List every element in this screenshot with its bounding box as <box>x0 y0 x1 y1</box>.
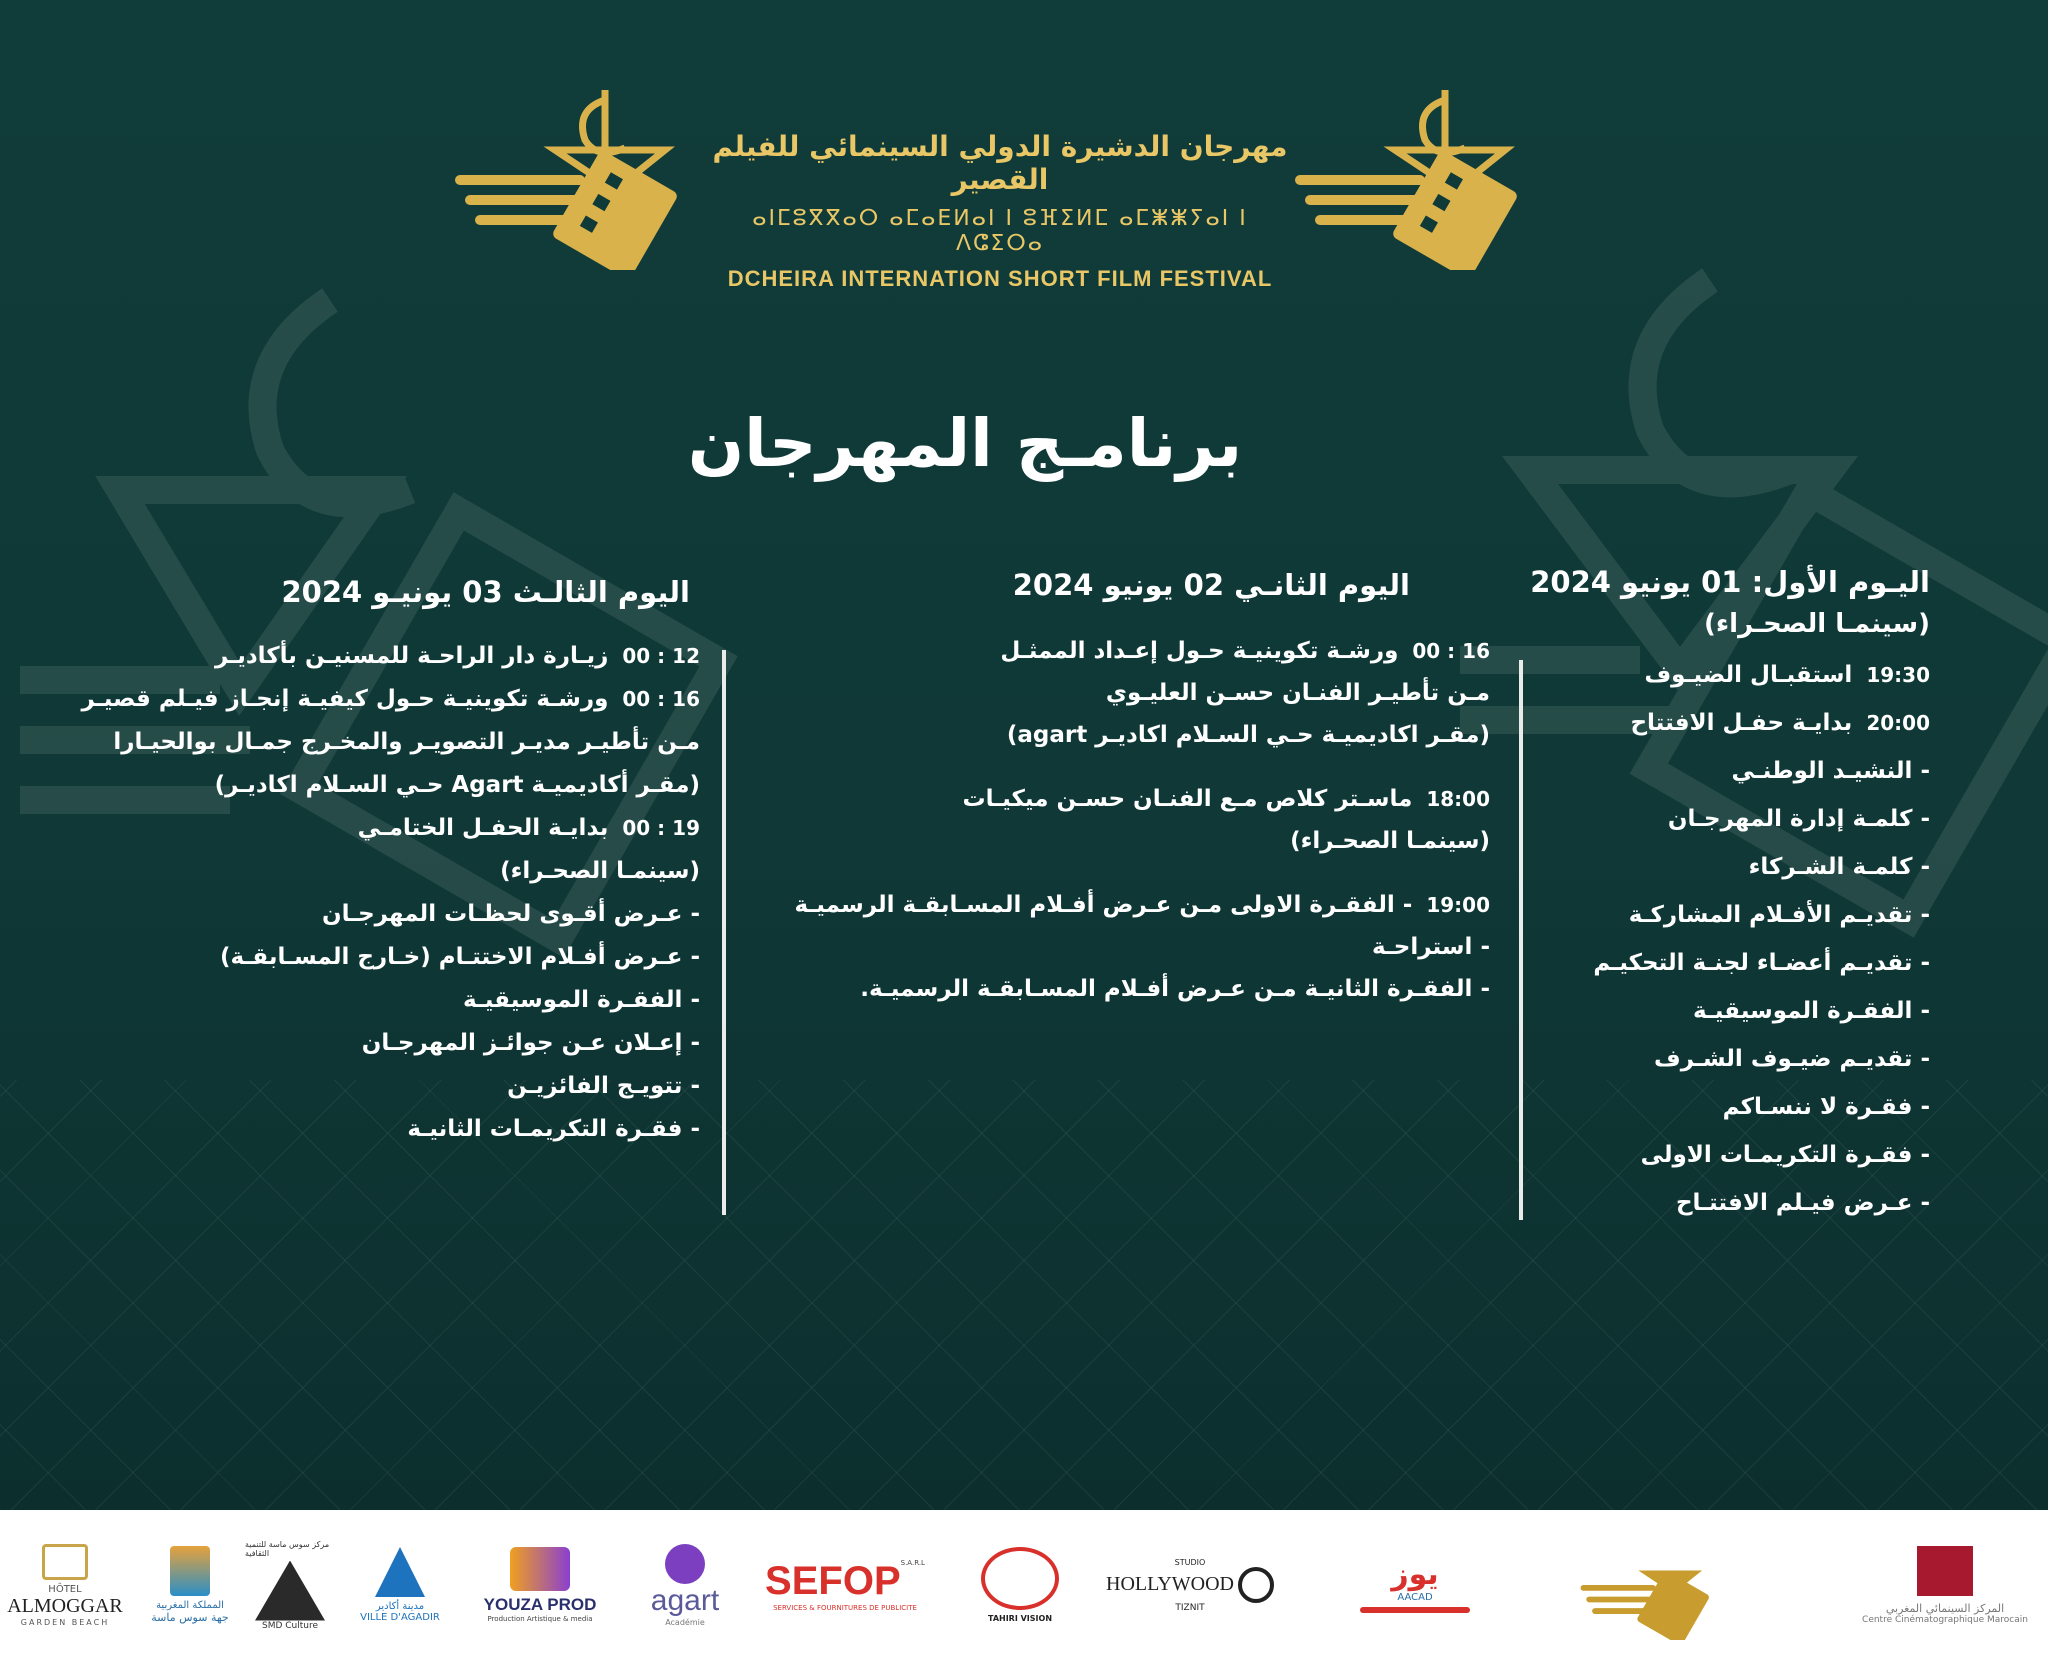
day3-item <box>120 850 700 893</box>
day1-item <box>1530 939 1930 987</box>
day2-item-text: ماسـتر كلاص مـع الفنـان حسـن ميكيـات <box>962 786 1413 812</box>
hollywood-top: STUDIO <box>1174 1557 1206 1567</box>
day1-item <box>1530 747 1930 795</box>
day2-item-text: - الفقـرة الاولى مـن عـرض أفـلام المسـابقـة الرسميـة <box>794 892 1413 918</box>
day1-item <box>1530 843 1930 891</box>
youz-name-ar: يوز <box>1391 1557 1439 1592</box>
day3-item-text: - فقـرة التكريمـات الثانيـة <box>407 1116 700 1142</box>
day2-item-text: - استراحـة <box>1371 934 1490 960</box>
day3-item <box>120 1065 700 1108</box>
hollywood-name: HOLLYWOOD <box>1106 1573 1234 1595</box>
smd-logo-icon <box>255 1561 325 1621</box>
day3-item <box>120 635 700 678</box>
day3-item-text: بدايـة الحفـل الختامـي <box>357 815 609 841</box>
day3-item <box>120 936 700 979</box>
sefop-sub: SERVICES & FOURNITURES DE PUBLICITE <box>773 1603 917 1612</box>
sponsor-almoggar <box>0 1530 130 1640</box>
day3-column <box>81 575 700 1151</box>
day3-item-text: (مقـر أكاديميـة Agart حـي السـلام اكاديـر) <box>214 772 700 798</box>
day2-item <box>730 820 1490 862</box>
sponsor-agadir <box>355 1530 445 1640</box>
day2-item-text: ورشـة تكوينيـة حـول إعـداد الممثـل <box>1000 638 1399 664</box>
festival-emblem-icon-left <box>455 80 695 270</box>
almoggar-top: HÔTEL <box>48 1583 82 1595</box>
hollywood-sub: TIZNIT <box>1175 1602 1205 1613</box>
day1-item <box>1530 1179 1930 1227</box>
day2-item <box>730 672 1490 714</box>
day3-item-text: ورشـة تكوينيـة حـول كيفيـة إنجـاز فيـلم قصيـر <box>81 686 609 712</box>
day3-item <box>120 1108 700 1151</box>
sponsor-ccm <box>1850 1530 2040 1640</box>
day2-column <box>730 568 1490 1010</box>
youz-swoosh-icon <box>1360 1607 1470 1613</box>
youza-name: YOUZA PROD <box>483 1595 597 1614</box>
day3-item <box>113 721 700 764</box>
festival-emblem-icon-right <box>1295 80 1535 270</box>
day1-column <box>1530 565 1930 1227</box>
smd-line: مركز سوس ماسة للتنمية الثقافية <box>245 1539 330 1558</box>
day2-item-time: 16 : 00 <box>1412 639 1490 663</box>
day3-item-text: مـن تأطيـر مديـر التصويـر والمخـرج جمـال بوالحيـارا <box>113 729 700 755</box>
region-line2: جهة سوس ماسة <box>151 1611 229 1624</box>
day1-item <box>1530 795 1930 843</box>
day1-item <box>1530 1035 1930 1083</box>
day2-item <box>730 884 1490 926</box>
day3-item <box>120 979 700 1022</box>
sefop-name: SEFOP <box>765 1558 901 1603</box>
sponsor-tahiri-vision <box>970 1530 1070 1640</box>
day1-item-text: - تقديـم أعضـاء لجنـة التحكيـم <box>1593 950 1930 976</box>
day1-item <box>1530 1131 1930 1179</box>
day1-item <box>1530 987 1930 1035</box>
sponsor-agart <box>625 1530 745 1640</box>
almoggar-name: ALMOGGAR <box>7 1594 123 1617</box>
divider-left <box>722 650 726 1215</box>
sponsor-youz-association <box>1340 1530 1490 1640</box>
day1-item-time: 20:00 <box>1866 711 1930 735</box>
day2-item <box>730 630 1490 672</box>
day1-item-text: استقبـال الضيـوف <box>1644 662 1853 688</box>
day1-item-text: - عـرض فيـلم الافتتـاح <box>1675 1190 1930 1216</box>
region-line1: المملكة المغربية <box>156 1600 224 1611</box>
day1-item-text: - كلمـة الشـركاء <box>1748 854 1930 880</box>
day2-item-text: - الفقـرة الثانيـة مـن عـرض أفـلام المسـابقـة الرسميـة. <box>860 976 1490 1002</box>
day1-item <box>1530 891 1930 939</box>
day1-item-time: 19:30 <box>1866 663 1930 687</box>
day2-item <box>730 778 1490 820</box>
day1-item-text: - كلمـة إدارة المهرجـان <box>1667 806 1930 832</box>
day1-heading: اليـوم الأول: 01 يونيو 2024 <box>1530 565 1930 599</box>
day2-item-time: 18:00 <box>1426 787 1490 811</box>
agart-sub: Académie <box>665 1617 705 1627</box>
sponsor-sefop <box>760 1530 930 1640</box>
day3-heading: اليوم الثالـث 03 يونيـو 2024 <box>281 575 690 609</box>
festival-name-block <box>710 130 1290 292</box>
ccm-logo-icon <box>1917 1546 1973 1596</box>
sponsors-bar <box>0 1510 2048 1653</box>
day1-item-text: - فقـرة لا ننسـاكم <box>1722 1094 1930 1120</box>
day1-item-text: - تقديـم الأفـلام المشاركـة <box>1628 902 1930 928</box>
day2-heading: اليوم الثانـي 02 يونيو 2024 <box>1012 568 1410 602</box>
divider-right <box>1519 660 1523 1220</box>
program-title: برنامـج المهرجان <box>687 405 1243 482</box>
almoggar-logo-icon <box>42 1544 88 1580</box>
day1-item <box>1530 699 1930 747</box>
day3-item-text: - إعـلان عـن جوائـز المهرجـان <box>361 1030 700 1056</box>
day1-item <box>1530 1083 1930 1131</box>
day2-items <box>730 630 1490 1010</box>
day1-item <box>1530 651 1930 699</box>
day3-item <box>120 764 700 807</box>
almoggar-sub: GARDEN BEACH <box>20 1617 110 1627</box>
day2-item <box>730 714 1490 756</box>
ccm-line-fr: Centre Cinématographique Marocain <box>1862 1614 2028 1625</box>
sponsor-smd-culture <box>245 1530 335 1640</box>
agart-play-icon <box>665 1544 705 1584</box>
youza-logo-icon <box>510 1547 570 1591</box>
youza-sub: Production Artistique & media <box>487 1615 593 1623</box>
day3-item-time: 19 : 00 <box>622 816 700 840</box>
day3-item <box>120 893 700 936</box>
agadir-line1: مدينة أكادير <box>375 1601 425 1612</box>
sponsor-hollywood-studio <box>1100 1530 1280 1640</box>
day2-item <box>730 926 1490 968</box>
day3-item <box>120 1022 700 1065</box>
day2-item-text: (مقـر اكاديميـة حـي السـلام اكاديـر agart) <box>1006 722 1490 748</box>
day3-item-text: - تتويـج الفائزيـن <box>507 1073 700 1099</box>
day2-item-time: 19:00 <box>1426 893 1490 917</box>
day3-item-text: - عـرض أقـوى لحظـات المهرجـان <box>321 901 700 927</box>
day1-item-text: - النشيـد الوطنـي <box>1731 758 1930 784</box>
youz-name-lat: AACAD <box>1397 1592 1433 1603</box>
festival-name-english: DCHEIRA INTERNATION SHORT FILM FESTIVAL <box>727 266 1273 291</box>
day2-item <box>730 968 1490 1010</box>
day3-item-time: 12 : 00 <box>622 644 700 668</box>
day3-items <box>81 635 700 1151</box>
agadir-logo-icon <box>375 1547 425 1597</box>
tahiri-name: TAHIRI VISION <box>987 1614 1053 1623</box>
sponsor-region <box>150 1530 230 1640</box>
day1-items <box>1530 651 1930 1227</box>
ccm-line-ar: المركز السينمائي المغربي <box>1885 1601 2005 1615</box>
day1-item-text: - الفقـرة الموسيقيـة <box>1692 998 1930 1024</box>
festival-name-arabic: مهرجان الدشيرة الدولي السينمائي للفيلم القصير <box>712 130 1288 196</box>
day3-item <box>120 807 700 850</box>
tahiri-logo-icon <box>981 1547 1059 1610</box>
day3-item-text: (سينمـا الصحـراء) <box>500 858 700 884</box>
day3-item-text: زيـارة دار الراحـة للمسنيـن بأكاديـر <box>215 643 609 669</box>
day1-item-text: - فقـرة التكريمـات الاولى <box>1640 1142 1930 1168</box>
smd-name: SMD Culture <box>261 1620 319 1631</box>
day1-venue: (سينمـا الصحـراء) <box>1704 609 1930 639</box>
day3-item-text: - الفقـرة الموسيقيـة <box>462 987 700 1013</box>
festival-name-tifinagh: ⴰⵏⵎⵓⴳⴳⴰⵔ ⴰⵎⴰⴹⵍⴰⵏ ⵏ ⵓⴼⵉⵍⵎ ⴰⵎⵥⵥⵢⴰⵏ ⵏ ⴷⵛⵉⵔⴰ <box>752 206 1248 256</box>
festival-emblem-icon-footer <box>1580 1530 1720 1640</box>
agadir-line2: VILLE D'AGADIR <box>360 1612 440 1623</box>
day1-item-text: بدايـة حفـل الافتتاح <box>1630 710 1853 736</box>
day1-item-text: - تقديـم ضيـوف الشـرف <box>1654 1046 1930 1072</box>
day3-item-time: 16 : 00 <box>622 687 700 711</box>
agart-name: agart <box>650 1583 720 1617</box>
festival-header <box>455 70 1545 291</box>
day2-item-text: مـن تأطيـر الفنـان حسـن العليـوي <box>1105 680 1490 706</box>
camera-aperture-icon <box>1238 1567 1274 1603</box>
sponsor-youza-prod <box>470 1530 610 1640</box>
day3-item-text: - عـرض أفـلام الاختتـام (خـارج المسـابقـة) <box>219 944 700 970</box>
region-emblem-icon <box>170 1546 210 1596</box>
day2-item-text: (سينمـا الصحـراء) <box>1290 828 1490 854</box>
day3-item <box>81 678 700 721</box>
sefop-suffix: S.A.R.L <box>900 1558 925 1567</box>
